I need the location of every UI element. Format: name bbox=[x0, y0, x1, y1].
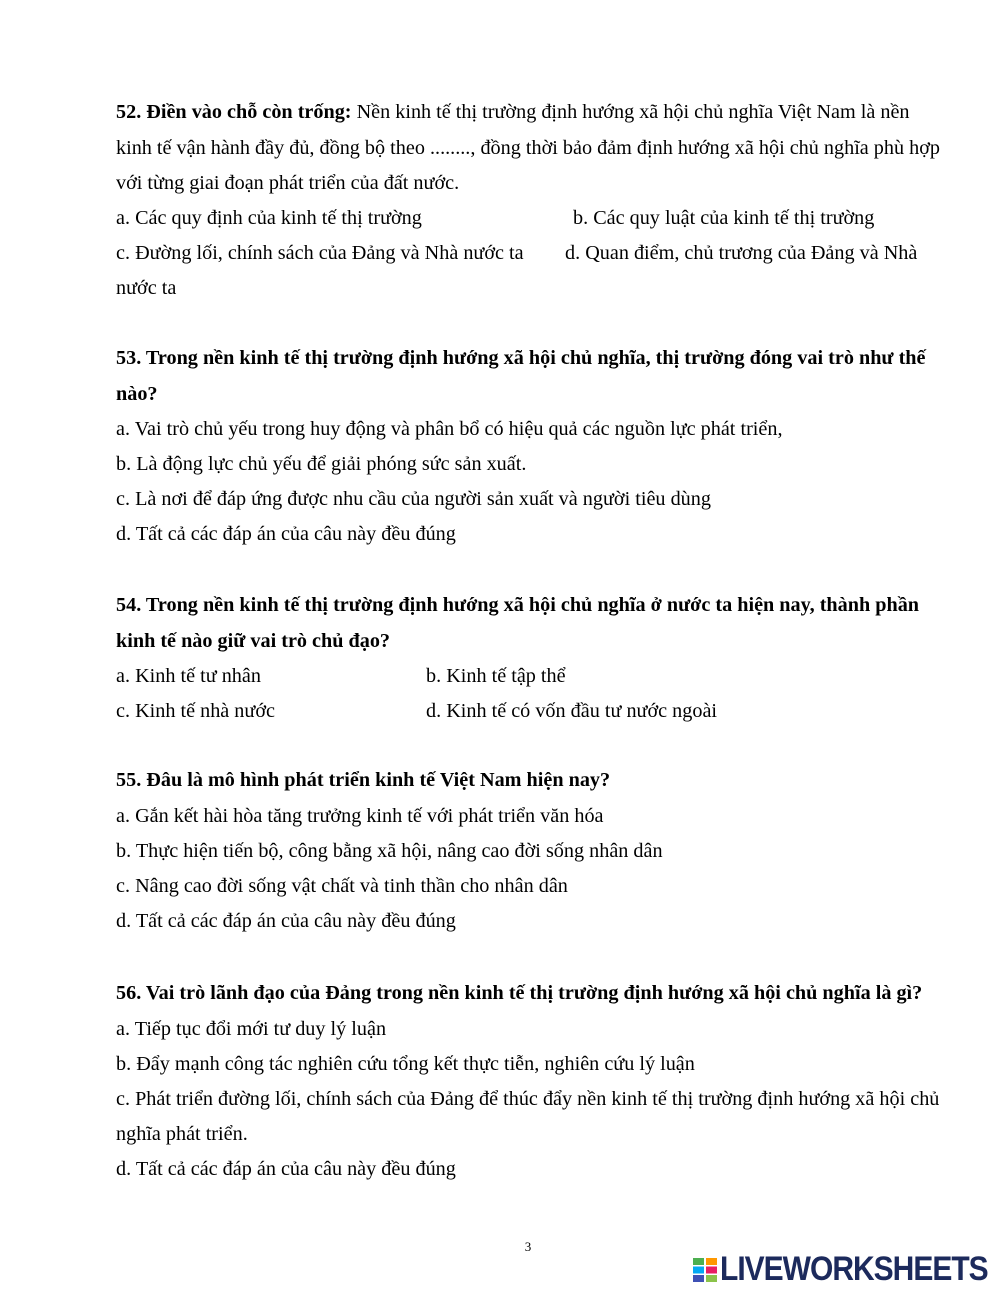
option-text: Đẩy mạnh công tác nghiên cứu tổng kết thực tiễn, nghiên cứu lý luận bbox=[136, 1052, 695, 1075]
question-text: Đâu là mô hình phát triển kinh tế Việt Nam hiện nay? bbox=[146, 769, 611, 792]
option-b bbox=[573, 207, 874, 229]
option-text: Là động lực chủ yếu để giải phóng sức sản xuất. bbox=[136, 453, 527, 475]
option-key: b. bbox=[116, 839, 132, 862]
question-number: 54. bbox=[116, 594, 142, 617]
options-row bbox=[116, 659, 940, 694]
option-key: b. bbox=[116, 453, 132, 475]
option-text: Kinh tế tư nhân bbox=[135, 664, 261, 687]
question-56 bbox=[116, 976, 940, 1187]
question-prompt bbox=[116, 341, 940, 411]
option-text: Kinh tế tập thể bbox=[446, 664, 566, 687]
option-text: Kinh tế có vốn đầu tư nước ngoài bbox=[446, 700, 718, 722]
question-prompt bbox=[116, 588, 940, 658]
option-text: Gắn kết hài hòa tăng trưởng kinh tế với phát triển văn hóa bbox=[135, 804, 604, 827]
options-row bbox=[116, 694, 940, 729]
question-text: Nền kinh tế thị trường định hướng xã hội chủ nghĩa Việt Nam là nền kinh tế vận hành đầy đủ, đồng bộ theo ........, đồng thời bảo đảm định hướng xã hội chủ nghĩa phù hợp với từng giai đoạn phát triển của đất nước. bbox=[116, 101, 941, 194]
option-key: a. bbox=[116, 804, 131, 827]
option-d bbox=[116, 904, 940, 939]
option-text: Tất cả các đáp án của câu này đều đúng bbox=[135, 1158, 456, 1181]
option-b bbox=[116, 1047, 940, 1082]
option-key: c. bbox=[116, 875, 131, 897]
option-text: Tất cả các đáp án của câu này đều đúng bbox=[135, 523, 456, 546]
page-number: 3 bbox=[524, 1239, 532, 1254]
option-key: d. bbox=[116, 1158, 132, 1181]
option-text: Vai trò chủ yếu trong huy động và phân bổ có hiệu quả các nguồn lực phát triển, bbox=[134, 417, 783, 440]
option-key: c. bbox=[116, 700, 131, 722]
option-key: c. bbox=[116, 488, 131, 511]
option-key: d. bbox=[426, 700, 442, 722]
question-text: Trong nền kinh tế thị trường định hướng xã hội chủ nghĩa ở nước ta hiện nay, thành phần kinh tế nào giữ vai trò chủ đạo? bbox=[116, 594, 920, 652]
liveworksheets-logo[interactable] bbox=[690, 1250, 995, 1286]
option-a bbox=[116, 201, 573, 236]
question-54 bbox=[116, 588, 940, 729]
option-c bbox=[116, 1082, 940, 1152]
option-c bbox=[116, 236, 565, 271]
question-number: 53. bbox=[116, 347, 142, 370]
options-row bbox=[116, 201, 940, 236]
brand-name: LIVEWORKSHEETS bbox=[720, 1249, 988, 1288]
option-text: Nâng cao đời sống vật chất và tinh thần cho nhân dân bbox=[135, 875, 568, 897]
option-text: Các quy định của kinh tế thị trường bbox=[135, 207, 422, 229]
question-prompt bbox=[116, 763, 940, 798]
option-key: a. bbox=[116, 664, 131, 687]
option-c bbox=[116, 482, 940, 517]
question-52 bbox=[116, 95, 940, 306]
option-key: a. bbox=[116, 1017, 131, 1040]
options-row bbox=[116, 236, 940, 306]
option-b bbox=[116, 447, 940, 482]
option-text: Các quy luật của kinh tế thị trường bbox=[593, 207, 875, 229]
question-prompt bbox=[116, 95, 940, 201]
option-key: c. bbox=[116, 242, 131, 265]
option-key: a. bbox=[116, 417, 131, 440]
question-number: 55. bbox=[116, 769, 142, 792]
option-key: b. bbox=[116, 1052, 132, 1075]
option-text: Tiếp tục đổi mới tư duy lý luận bbox=[134, 1017, 387, 1040]
option-c bbox=[116, 694, 426, 729]
question-text: Vai trò lãnh đạo của Đảng trong nền kinh tế thị trường định hướng xã hội chủ nghĩa là gì? bbox=[145, 982, 923, 1005]
option-a bbox=[116, 799, 940, 834]
question-number: 56. bbox=[116, 982, 142, 1005]
option-text: Kinh tế nhà nước bbox=[135, 700, 275, 722]
option-text: Thực hiện tiến bộ, công bằng xã hội, nâng cao đời sống nhân dân bbox=[135, 839, 663, 862]
option-a bbox=[116, 659, 426, 694]
option-a bbox=[116, 412, 940, 447]
question-prompt bbox=[116, 976, 940, 1011]
option-key: d. bbox=[565, 242, 581, 265]
liveworksheets-logo-icon bbox=[693, 1258, 718, 1282]
option-b bbox=[426, 665, 566, 687]
option-key: a. bbox=[116, 207, 131, 229]
option-d bbox=[116, 1152, 940, 1187]
option-b bbox=[116, 834, 940, 869]
option-text: Tất cả các đáp án của câu này đều đúng bbox=[135, 910, 456, 933]
option-d bbox=[426, 700, 717, 722]
option-a bbox=[116, 1012, 940, 1047]
option-text: Đường lối, chính sách của Đảng và Nhà nước ta bbox=[135, 242, 524, 265]
option-text: Quan điểm, chủ trương của Đảng và Nhà nước ta bbox=[116, 242, 918, 300]
option-d bbox=[116, 517, 940, 552]
question-53 bbox=[116, 341, 940, 552]
option-key: b. bbox=[426, 664, 442, 687]
option-key: d. bbox=[116, 523, 132, 546]
option-key: d. bbox=[116, 910, 132, 933]
option-text: Là nơi để đáp ứng được nhu cầu của người sản xuất và người tiêu dùng bbox=[135, 488, 711, 511]
option-key: b. bbox=[573, 207, 589, 229]
question-text: Trong nền kinh tế thị trường định hướng xã hội chủ nghĩa, thị trường đóng vai trò như thế nào? bbox=[116, 347, 926, 405]
option-key: c. bbox=[116, 1088, 131, 1110]
option-text: Phát triển đường lối, chính sách của Đảng để thúc đẩy nền kinh tế thị trường định hướng xã hội chủ nghĩa phát triển. bbox=[116, 1088, 940, 1146]
question-number: 52. bbox=[116, 101, 142, 124]
question-instruction: Điền vào chỗ còn trống: bbox=[146, 101, 352, 124]
question-55 bbox=[116, 763, 940, 939]
option-c bbox=[116, 869, 940, 904]
